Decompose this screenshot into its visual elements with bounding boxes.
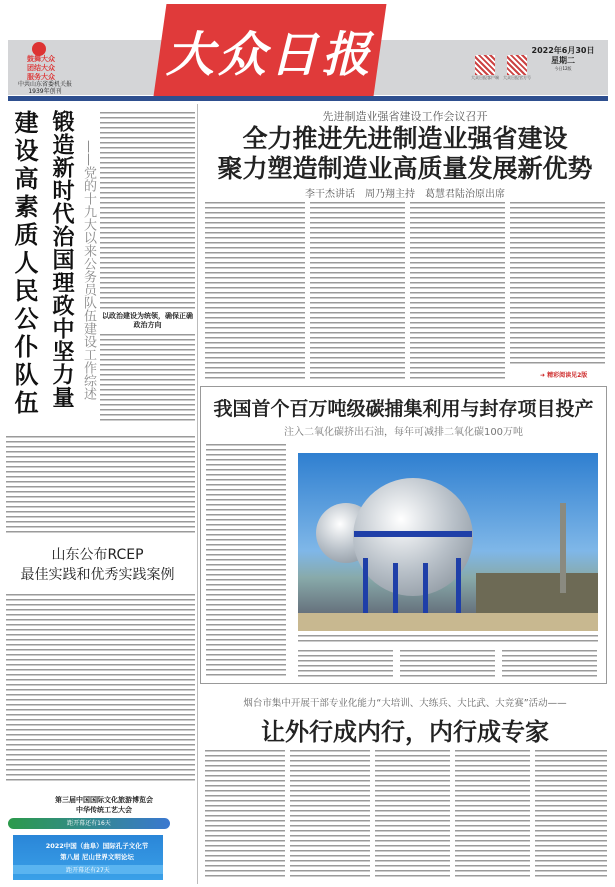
rcep-headline[interactable] [0,545,195,585]
carbon-headline[interactable]: 我国首个百万吨级碳捕集利用与封存项目投产 [213,398,594,420]
expo-title: 第三届中国国际文化旅游博览会 [55,796,153,804]
logo-text: 大众日报 [165,26,374,83]
issue-date [528,46,598,71]
article-text [400,648,495,680]
article-text [510,200,605,365]
festival-subtitle: 第八届 尼山世界文明论坛 [60,853,134,861]
lead-headline[interactable] [200,124,610,184]
article-text [6,592,195,784]
yantai-kicker: 烟台市集中开展干部专业化能力“大培训、大练兵、大比武、大竞赛”活动—— [243,698,567,709]
article-text [310,200,405,380]
expo-countdown: 距开幕还有16天 [8,818,170,829]
qr-code-1[interactable] [468,55,502,81]
qr-label: 大众日报客户端 [471,75,499,80]
article-text [205,748,285,880]
article-text [100,332,195,422]
article-text [455,748,530,880]
lead-byline: 李干杰讲话 周乃翔主持 葛慧君陆治原出席 [305,189,505,200]
publisher [10,81,80,95]
article-text [502,648,597,680]
article-text [205,200,305,380]
article-text [298,648,393,680]
lead-headline-2: 聚力塑造制造业高质量发展新优势 [217,154,593,183]
column-divider [197,104,198,884]
article-text [535,748,607,880]
masthead-rule [8,96,608,101]
slogan [18,55,64,82]
org-name: 中共山东省委机关报 [17,81,72,88]
date: 2022年6月30日 [531,46,595,55]
expo-ad[interactable] [8,795,170,835]
article-text [290,748,370,880]
slogan-line: 服务大众 [27,73,55,81]
festival-countdown: 距开幕还有27天 [13,865,163,874]
rcep-headline-1: 山东公布RCEP [51,547,144,563]
page-count: 今日12版 [554,66,572,71]
photo-caption [298,633,598,645]
slogan-line: 团结大众 [27,64,55,72]
lead-headline-1: 全力推进先进制造业强省建设 [242,124,568,153]
weekday: 星期二 [551,56,575,65]
left-subtitle: ——党的十九大以来公务员队伍建设工作综述 [81,140,96,400]
continue-link[interactable]: ➜ 精彩阅读见2版 [540,372,588,379]
founded: 1939年创刊 [28,88,62,95]
carbon-subtitle: 注入二氧化碳挤出石油，每年可减排二氧化碳100万吨 [283,427,524,438]
festival-title: 2022中国（曲阜）国际孔子文化节 [45,842,149,850]
expo-subtitle: 中华传统工艺大会 [76,806,132,814]
left-headline-2[interactable]: 锻造新时代治国理政中坚力量 [49,110,74,409]
left-headline-1[interactable]: 建设高素质人民公仆队伍 [10,110,38,418]
article-text [100,110,195,310]
left-subhead: 以政治建设为统领，确保正确政治方向 [102,312,193,329]
storage-tank-photo[interactable] [298,453,598,631]
yantai-headline[interactable]: 让外行成内行，内行成专家 [261,718,549,746]
newspaper-emblem-icon [32,42,46,56]
rcep-headline-2: 最佳实践和优秀实践案例 [20,567,175,583]
article-text [375,748,450,880]
qr-label: 大众日报官方号 [503,75,531,80]
article-text [6,434,195,534]
slogan-line: 鼓舞大众 [27,55,55,63]
article-text [206,442,286,678]
lead-kicker: 先进制造业强省建设工作会议召开 [322,110,488,123]
festival-ad[interactable] [13,835,163,880]
newspaper-logo [154,4,387,96]
article-text [410,200,505,380]
